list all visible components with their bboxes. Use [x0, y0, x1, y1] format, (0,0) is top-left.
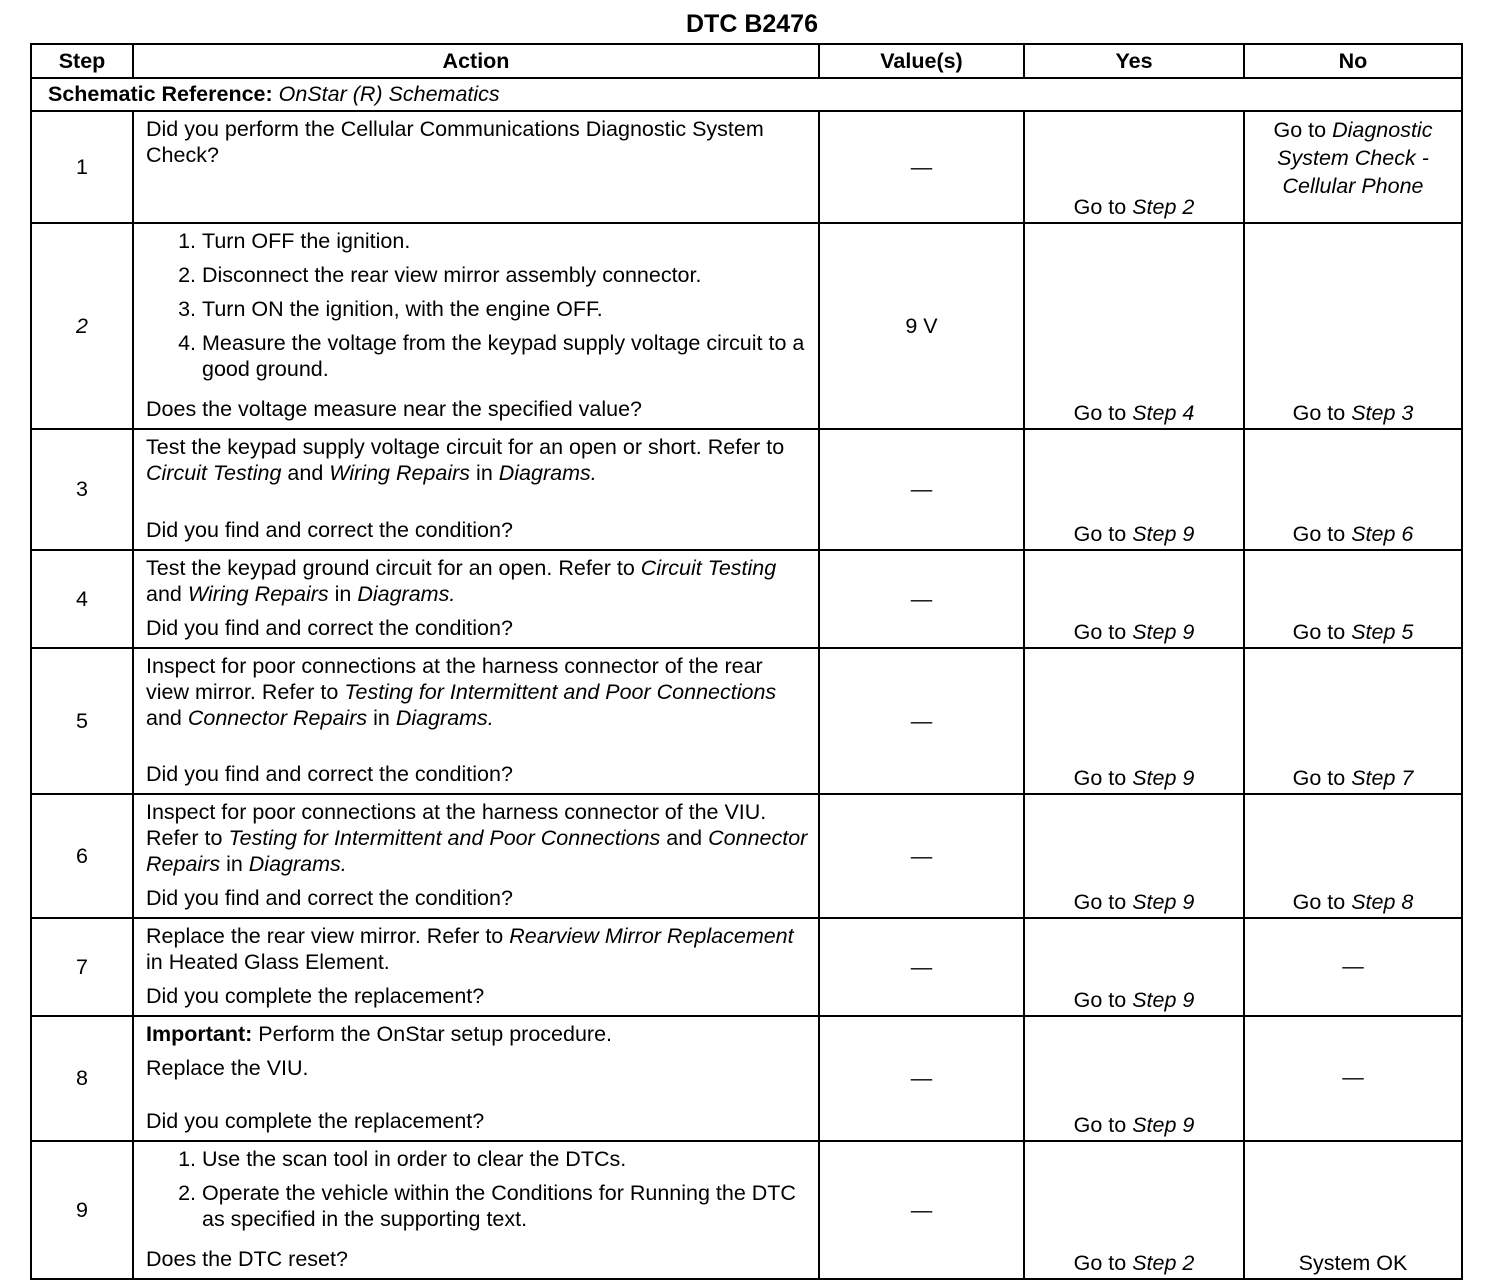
yes-outcome [1024, 223, 1244, 429]
value-cell: — [819, 1016, 1024, 1141]
action-paragraph [146, 116, 808, 168]
text-segment: Replace the VIU. [146, 1056, 309, 1080]
action-cell [133, 223, 819, 429]
text-segment: Diagrams. [248, 852, 347, 876]
text-segment: — [1342, 953, 1364, 978]
table-row [31, 223, 1462, 429]
text-segment: System OK [1298, 1251, 1408, 1275]
step-number: 6 [31, 794, 133, 918]
text-segment: Step 9 [1132, 988, 1195, 1012]
action-cell [133, 1016, 819, 1141]
text-segment: Did you find and correct the condition? [146, 886, 513, 910]
action-paragraph [146, 761, 808, 787]
text-segment: Step 9 [1132, 620, 1195, 644]
action-content [146, 228, 808, 422]
step-number: 2 [31, 223, 133, 429]
value-cell: 9 V [819, 223, 1024, 429]
action-paragraph [146, 1055, 808, 1081]
action-content [146, 555, 808, 641]
step-number: 1 [31, 111, 133, 223]
text-segment: Wiring Repairs [187, 582, 329, 606]
text-segment: Perform the OnStar setup procedure. [252, 1022, 613, 1046]
spacer [146, 494, 808, 517]
yes-outcome [1024, 429, 1244, 550]
text-segment: Diagrams. [357, 582, 456, 606]
text-segment: Does the voltage measure near the specified value? [146, 397, 643, 421]
action-cell [133, 1141, 819, 1279]
text-segment: Go to [1073, 401, 1133, 425]
text-segment: Step 4 [1132, 401, 1195, 425]
value-cell: — [819, 1141, 1024, 1279]
table-body [31, 78, 1462, 1279]
step-number: 4 [31, 550, 133, 648]
header-value: Value(s) [819, 44, 1024, 78]
step-number: 7 [31, 918, 133, 1016]
action-cell [133, 550, 819, 648]
yes-outcome [1024, 794, 1244, 918]
numbered-step: 3. Turn ON the ignition, with the engine OFF. [202, 296, 808, 322]
table-row [31, 550, 1462, 648]
text-segment: Test the keypad ground circuit for an open. Refer to [146, 556, 641, 580]
action-cell [133, 918, 819, 1016]
text-segment: Did you find and correct the condition? [146, 518, 513, 542]
action-cell [133, 794, 819, 918]
no-outcome [1244, 429, 1462, 550]
numbered-step: 4. Measure the voltage from the keypad supply voltage circuit to a good ground. [202, 330, 808, 382]
step-number: 9 [31, 1141, 133, 1279]
no-outcome [1244, 223, 1462, 429]
text-segment: and [146, 582, 188, 606]
action-cell [133, 111, 819, 223]
text-segment: Step 9 [1132, 766, 1195, 790]
numbered-steps [146, 228, 808, 390]
table-row [31, 429, 1462, 550]
value-cell: — [819, 918, 1024, 1016]
text-segment: in [367, 706, 396, 730]
text-segment: Schematic Reference: [48, 82, 279, 106]
text-segment: Did you find and correct the condition? [146, 616, 513, 640]
text-segment: Important: [146, 1022, 253, 1046]
action-content [146, 799, 808, 911]
text-segment: Step 9 [1132, 890, 1195, 914]
spacer [146, 1089, 808, 1108]
numbered-step: 1. Use the scan tool in order to clear the DTCs. [202, 1146, 808, 1172]
text-segment: Step 9 [1132, 1113, 1195, 1137]
diagnostic-table [30, 43, 1463, 1280]
step-number: 8 [31, 1016, 133, 1141]
action-content [146, 434, 808, 543]
text-segment: Circuit Testing [640, 556, 777, 580]
action-content [146, 653, 808, 787]
value-cell: — [819, 111, 1024, 223]
step-number: 5 [31, 648, 133, 794]
no-outcome [1244, 1016, 1462, 1141]
text-segment: Step 9 [1132, 522, 1195, 546]
table-row [31, 918, 1462, 1016]
document-title: DTC B2476 [686, 10, 818, 38]
text-segment: Circuit Testing [146, 461, 282, 485]
no-outcome [1244, 918, 1462, 1016]
table-row [31, 111, 1462, 223]
text-segment: Go to [1073, 890, 1133, 914]
text-segment: Does the DTC reset? [146, 1247, 348, 1271]
text-segment: Connector Repairs [187, 706, 368, 730]
text-segment: Testing for Intermittent and Poor Connections [228, 826, 661, 850]
numbered-step: 2. Operate the vehicle within the Conditions for Running the DTC as specified in the supporting text. [202, 1180, 808, 1232]
text-segment: — [1342, 1065, 1364, 1089]
action-content [146, 923, 808, 1009]
value-cell: — [819, 429, 1024, 550]
action-paragraph [146, 799, 808, 877]
action-paragraph [146, 653, 808, 731]
action-paragraph [146, 396, 808, 422]
text-segment: Go to [1073, 988, 1133, 1012]
value-cell: — [819, 550, 1024, 648]
action-paragraph [146, 885, 808, 911]
no-outcome [1244, 648, 1462, 794]
text-segment: in [220, 852, 249, 876]
text-segment: and [146, 706, 188, 730]
header-no: No [1244, 44, 1462, 78]
action-paragraph [146, 615, 808, 641]
text-segment: Go to [1073, 766, 1133, 790]
action-content [146, 1146, 808, 1272]
text-segment: OnStar (R) Schematics [278, 82, 500, 106]
text-segment: Go to [1292, 620, 1352, 644]
action-paragraph [146, 434, 808, 486]
text-segment: Go to [1073, 195, 1133, 219]
text-segment: Go to [1073, 522, 1133, 546]
text-segment: Go to [1292, 522, 1352, 546]
yes-outcome [1024, 111, 1244, 223]
text-segment: Testing for Intermittent and Poor Connections [344, 680, 777, 704]
text-segment: and [281, 461, 330, 485]
step-number: 3 [31, 429, 133, 550]
table-row [31, 1016, 1462, 1141]
spacer [146, 739, 808, 761]
no-outcome [1244, 550, 1462, 648]
schematic-reference [31, 78, 1462, 111]
no-outcome [1244, 794, 1462, 918]
action-paragraph [146, 1021, 808, 1047]
text-segment: Did you find and correct the condition? [146, 762, 513, 786]
yes-outcome [1024, 1016, 1244, 1141]
action-paragraph [146, 923, 808, 975]
text-segment: Go to [1073, 1113, 1133, 1137]
text-segment: Diagrams. [498, 461, 597, 485]
text-segment: Diagnostic System Check - Cellular Phone [1277, 118, 1433, 198]
text-segment: Did you complete the replacement? [146, 984, 485, 1008]
text-segment: Diagrams. [395, 706, 494, 730]
text-segment: Step 6 [1351, 522, 1414, 546]
schematic-reference-row [31, 78, 1462, 111]
table-row [31, 648, 1462, 794]
table-row [31, 794, 1462, 918]
table-row [31, 1141, 1462, 1279]
action-cell [133, 429, 819, 550]
no-outcome [1244, 111, 1462, 223]
text-segment: Go to [1273, 118, 1333, 142]
action-paragraph [146, 1108, 808, 1134]
value-cell: — [819, 648, 1024, 794]
header-yes: Yes [1024, 44, 1244, 78]
numbered-step: 2. Disconnect the rear view mirror assembly connector. [202, 262, 808, 288]
text-segment: Step 5 [1351, 620, 1414, 644]
text-segment: Rearview Mirror Replacement [509, 924, 794, 948]
action-paragraph [146, 983, 808, 1009]
text-segment: Inspect for poor connections at the harness connector of the VIU. Refer to [146, 800, 767, 850]
text-segment: Go to [1292, 401, 1352, 425]
text-segment: in [328, 582, 358, 606]
action-content [146, 116, 808, 216]
yes-outcome [1024, 648, 1244, 794]
text-segment: Go to [1292, 890, 1352, 914]
numbered-step: 1. Turn OFF the ignition. [202, 228, 808, 254]
text-segment: Step 7 [1351, 766, 1414, 790]
text-segment: and [660, 826, 709, 850]
text-segment: Go to [1073, 620, 1133, 644]
yes-outcome [1024, 550, 1244, 648]
header-action: Action [133, 44, 819, 78]
text-segment: Replace the rear view mirror. Refer to [146, 924, 510, 948]
yes-outcome [1024, 1141, 1244, 1279]
text-segment: in [470, 461, 499, 485]
text-segment: in Heated Glass Element. [146, 950, 390, 974]
action-paragraph [146, 555, 808, 607]
no-outcome [1244, 1141, 1462, 1279]
action-paragraph [146, 1246, 808, 1272]
text-segment: Step 2 [1132, 195, 1195, 219]
text-segment: Connector Repairs [146, 826, 808, 876]
action-cell [133, 648, 819, 794]
header-step: Step [31, 44, 133, 78]
text-segment: Step 2 [1132, 1251, 1195, 1275]
text-segment: Go to [1073, 1251, 1133, 1275]
text-segment: Step 3 [1351, 401, 1414, 425]
yes-outcome [1024, 918, 1244, 1016]
text-segment: Did you perform the Cellular Communications Diagnostic System Check? [146, 117, 764, 167]
header-row [31, 44, 1462, 78]
numbered-steps [146, 1146, 808, 1240]
text-segment: Wiring Repairs [329, 461, 471, 485]
text-segment: Inspect for poor connections at the harness connector of the rear view mirror. Refer to [146, 654, 763, 704]
text-segment: Step 8 [1351, 890, 1414, 914]
text-segment: Did you complete the replacement? [146, 1109, 485, 1133]
value-cell: — [819, 794, 1024, 918]
action-content [146, 1021, 808, 1134]
text-segment: Go to [1292, 766, 1352, 790]
text-segment: Test the keypad supply voltage circuit for an open or short. Refer to [146, 435, 785, 459]
action-paragraph [146, 517, 808, 543]
